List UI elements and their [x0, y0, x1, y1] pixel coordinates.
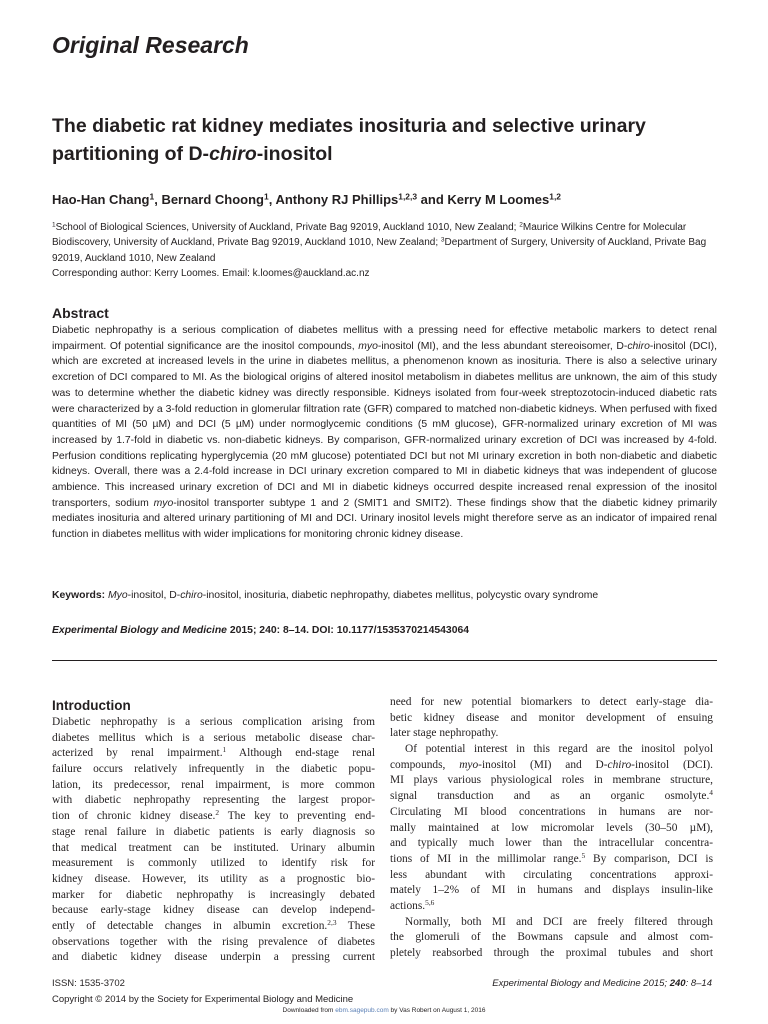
author-name: Bernard Choong [161, 192, 264, 207]
author-affiliation-marker: 1 [149, 191, 155, 202]
footer-issn: ISSN: 1535-3702 [52, 978, 125, 989]
author-name: Anthony RJ Phillips [275, 192, 399, 207]
author-separator: , [154, 192, 162, 207]
author-separator: and [417, 192, 448, 207]
download-site-link[interactable]: ebm.sagepub.com [335, 1007, 389, 1014]
introduction-left-column: Diabetic nephropathy is a serious complication arising from diabetes mellitus which is a serious metabolic disease char- acterized by renal impairment.$^1$ Although end-stage renal failure occurs relatively infrequently in the diabetic popu- lation, its predecessor, renal impairment, is more common with diabetic nephropathy representing the largest propor- tion of chronic kidney disease.$^2$ The key to preventing end- stage renal failure in diabetic patients is early diagnosis so that medical treatment can be instituted. Urinary albumin measurement is commonly utilized to identify risk for kidney disease. However, its utility as a prognostic bio- marker for diabetic nephropathy is increasingly debated because early-stage kidney disease can develop independ- ently of detectable changes in albumin excretion.$^{2,3}$ These observations together with the rising prevalence of diabetes and diabetic kidney disease underpin a pressing current [52, 716, 375, 964]
article-title: The diabetic rat kidney mediates inosituria and selective urinary partitioning of D-chiro-inositol [52, 115, 646, 165]
section-divider [52, 660, 717, 661]
section-label: Original Research [52, 32, 249, 58]
abstract-heading: Abstract [52, 305, 109, 321]
author-affiliation-marker: 1 [264, 191, 269, 202]
author-list [52, 192, 561, 207]
citation: Experimental Biology and Medicine 2015; 240: 8–14. DOI: 10.1177/1535370214543064 [52, 625, 470, 636]
footer-journal: Experimental Biology and Medicine 2015; 240: 8–14 [492, 978, 712, 989]
author-separator: , [268, 192, 276, 207]
introduction-right-column: need for new potential biomarkers to detect early-stage dia- betic kidney disease and monitor development of ensuing later stage nephropathy. Of potential interest in this regard are the inositol polyol compounds, myo-inositol (MI) and D-chiro-inositol (DCI). MI plays various physiological roles in membrane structure, signal transduction and as an organic osmolyte.$^4$ Circulating MI blood concentrations in humans are nor- mally maintained at low micromolar levels (30–50 µM), and typically much lower than the intracellular concentra- tions of MI in the millimolar range.$^5$ By comparison, DCI is less abundant with circulating concentrations approxi- mately 1–2% of MI in humans and displays insulin-like actions.$^{5,6}$ Normally, both MI and DCI are freely filtered through the glomeruli of the Bowmans capsule and almost com- pletely reabsorbed through the proximal tubules and short [390, 696, 714, 959]
author-name: Kerry M Loomes [447, 192, 550, 207]
affiliations: $^1$School of Biological Sciences, University of Auckland, Private Bag 92019, Auckland 1010, New Zealand; $^2$Maurice Wilkins Centre for Molecular Biodiscovery, University of Auckland, Private Bag 92019, Auckland 1010, New Zealand; $^3$Department of Surgery, University of Auckland, Private Bag 92019, Auckland 1010, New Zealand Corresponding author: Kerry Loomes. Email: k.loomes@auckland.ac.nz [52, 221, 707, 279]
keywords: Keywords: Myo-inositol, D-chiro-inositol, inosituria, diabetic nephropathy, diabetes mellitus, polycystic ovary syndrome [52, 590, 599, 601]
abstract-text: Diabetic nephropathy is a serious complication of diabetes mellitus with a pressing need for effective metabolic markers to detect renal impairment. Of potential significance are the inositol compounds, myo-inositol (MI), and the less abundant stereoisomer, D-chiro-inositol (DCI), which are excreted at increased levels in the urine in diabetes mellitus, a phenomenon known as inosituria. There is also a selective urinary excretion of DCI compared to MI. As the biological origins of altered inositol metabolism in diabetes mellitus are unknown, the aim of this study was to determine whether the diabetic kidney was directly responsible. Kidneys isolated from four-week streptozotocin-induced diabetic rats were characterized by a 3-fold reduction in glomerular filtration rate (GFR) compared to matched non-diabetic kidneys. When perfused with fixed quantities of MI (50 µM) and DCI (5 µM) under normoglycemic conditions (5 mM glucose), GFR-normalized urinary excretion of MI was increased by 1.7-fold in diabetic vs. non-diabetic kidneys. By comparison, GFR-normalized urinary excretion of DCI was increased by 4-fold. Perfusion conditions replicating hyperglycemia (20 mM glucose) potentiated DCI but not MI urinary excretion in both non-diabetic and diabetic kidneys. Overall, there was a 2.4-fold increase in DCI urinary excretion compared to MI in diabetic kidneys that was independent of glucose ambience. This increased urinary excretion of DCI and MI in diabetic kidneys occurred despite increased renal expression of the inositol transporters, sodium myo-inositol transporter subtype 1 and 2 (SMIT1 and SMIT2). These findings show that the diabetic kidney primarily mediates inosituria and altered urinary partitioning of MI and DCI. Urinary inositol levels might therefore serve as an indicator of impaired renal function in diabetes mellitus with wider implications for monitoring chronic kidney disease. [52, 325, 717, 541]
corresponding-author: Corresponding author: Kerry Loomes. Email: k.loomes@auckland.ac.nz [52, 267, 370, 279]
download-notice: Downloaded from ebm.sagepub.com by Vas Robert on August 1, 2016 [282, 1007, 486, 1014]
author-affiliation-marker: 1,2,3 [398, 191, 418, 202]
author-affiliation-marker: 1,2 [549, 191, 561, 202]
author-name: Hao-Han Chang [52, 192, 150, 207]
introduction-heading: Introduction [52, 698, 131, 713]
footer-copyright: Copyright © 2014 by the Society for Experimental Biology and Medicine [52, 994, 354, 1005]
